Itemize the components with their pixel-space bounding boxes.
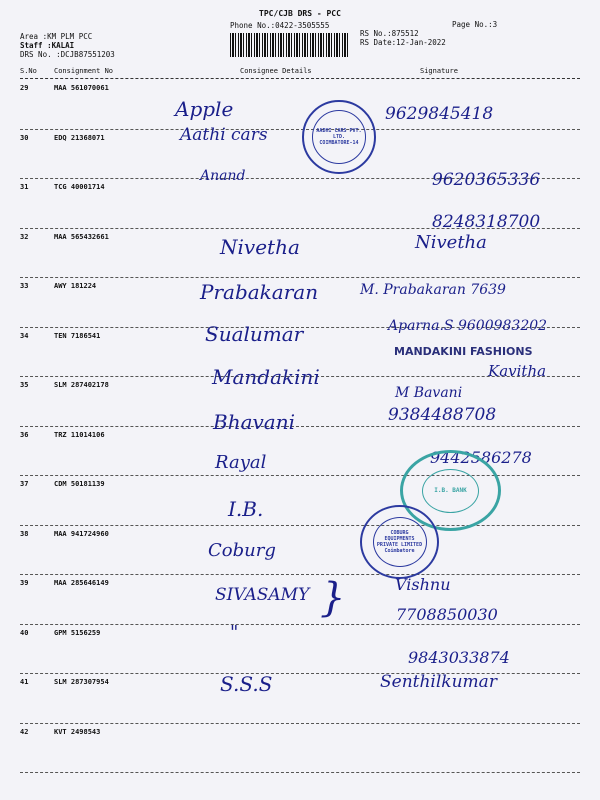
- header-divider: [20, 78, 580, 79]
- row-consignment-number: GPM 5156259: [54, 628, 101, 637]
- barcode: [230, 33, 350, 57]
- row-consignment-number: MAA 565432661: [54, 232, 109, 241]
- handwritten-sign-40: Vishnu: [395, 575, 451, 594]
- row-consignment-number: TCG 40001714: [54, 183, 105, 191]
- handwritten-sign-34: Aparna.S 9600983202: [388, 318, 548, 334]
- handwritten-rayal: Rayal: [215, 452, 267, 473]
- coburg-stamp: COBURG EQUIPMENTS PRIVATE LIMITED Coimbatore: [360, 505, 439, 579]
- row-divider: [20, 772, 580, 773]
- handwritten-phone-32: 8248318700: [432, 212, 541, 232]
- handwritten-senthilkumar: Senthilkumar: [380, 672, 497, 692]
- col-sno: S.No: [20, 67, 37, 75]
- brace-mark: }: [320, 575, 346, 621]
- handwritten-sign-33: M. Prabakaran 7639: [360, 282, 506, 298]
- row-serial-number: 38: [20, 529, 29, 538]
- handwritten-phone-31: 9620365336: [432, 170, 541, 190]
- handwritten-phone-41: 7708850030: [396, 605, 498, 624]
- handwritten-coburg: Coburg: [208, 540, 276, 561]
- row-serial-number: 34: [20, 331, 29, 340]
- table-row: [20, 526, 580, 576]
- col-consignment: Consignment No: [54, 67, 114, 75]
- row-consignment-number: TRZ 11014106: [54, 430, 105, 439]
- row-consignment-number: EDQ 21368071: [54, 133, 105, 142]
- handwritten-sualumar: Sualumar: [205, 322, 304, 346]
- handwritten-phone-42: 9843033874: [408, 648, 510, 667]
- row-consignment-number: SLM 287307954: [54, 678, 109, 686]
- col-signature: Signature: [420, 67, 458, 75]
- handwritten-kavitha: Kavitha: [488, 362, 547, 380]
- handwritten-bavani: M Bavani: [395, 385, 463, 401]
- bank-stamp: I.B. BANK: [400, 450, 501, 531]
- handwritten-bhavani: Bhavani: [213, 410, 296, 434]
- row-serial-number: 33: [20, 282, 29, 290]
- row-serial-number: 41: [20, 678, 29, 686]
- row-serial-number: 42: [20, 727, 29, 736]
- row-consignment-number: MAA 561070061: [54, 84, 109, 92]
- table-row: [20, 724, 580, 774]
- handwritten-anand: Anand: [200, 168, 246, 184]
- rs-number: RS No.:875512: [360, 29, 419, 38]
- handwritten-phone-36: 9384488708: [388, 405, 497, 425]
- row-serial-number: 30: [20, 133, 29, 142]
- handwritten-aathi: Aathi cars: [180, 125, 268, 145]
- row-consignment-number: MAA 941724960: [54, 529, 109, 538]
- handwritten-ditto: ": [230, 622, 239, 643]
- col-consignee: Consignee Details: [240, 67, 312, 75]
- row-serial-number: 32: [20, 232, 29, 241]
- handwritten-prabakaran: Prabakaran: [200, 280, 319, 304]
- row-serial-number: 39: [20, 579, 29, 587]
- handwritten-nivetha: Nivetha: [220, 235, 300, 259]
- row-serial-number: 36: [20, 430, 29, 439]
- row-serial-number: 37: [20, 480, 29, 488]
- table-row: [20, 229, 580, 279]
- row-serial-number: 29: [20, 84, 29, 92]
- staff-label: Staff :KALAI: [20, 41, 75, 50]
- handwritten-apple: Apple: [175, 97, 234, 121]
- aadhi-cars-stamp: AADHI CARS PVT. LTD. COIMBATORE-14: [302, 100, 376, 174]
- handwritten-sivasamy: SIVASAMY: [215, 585, 310, 605]
- document-title: TPC/CJB DRS - PCC: [259, 9, 341, 18]
- handwritten-ib: I.B.: [228, 497, 264, 521]
- row-consignment-number: SLM 287402178: [54, 381, 109, 389]
- rs-date: RS Date:12-Jan-2022: [360, 38, 446, 47]
- page-number: Page No.:3: [452, 20, 498, 29]
- row-serial-number: 35: [20, 381, 29, 389]
- row-serial-number: 40: [20, 628, 29, 637]
- row-consignment-number: CDM 50181139: [54, 480, 105, 488]
- row-consignment-number: AWY 181224: [54, 282, 97, 290]
- handwritten-phone-37: 9442586278: [430, 448, 532, 467]
- mandakini-fashions-stamp: MANDAKINI FASHIONS: [394, 345, 533, 358]
- area-label: Area :KM PLM PCC: [20, 32, 93, 41]
- handwritten-mandakini: Mandakini: [212, 365, 320, 389]
- row-consignment-number: MAA 285646149: [54, 579, 109, 587]
- handwritten-phone-29: 9629845418: [385, 104, 494, 124]
- handwritten-sss: S.S.S: [220, 672, 273, 696]
- row-serial-number: 31: [20, 183, 29, 191]
- handwritten-nivetha-sig: Nivetha: [415, 232, 487, 253]
- table-row: [20, 80, 580, 130]
- row-consignment-number: TEN 7186541: [54, 331, 101, 340]
- row-consignment-number: KVT 2498543: [54, 727, 101, 736]
- drs-number: DRS No. :DCJB87551203: [20, 50, 115, 59]
- column-header: [20, 64, 580, 78]
- phone-number: Phone No.:0422-3505555: [230, 21, 330, 30]
